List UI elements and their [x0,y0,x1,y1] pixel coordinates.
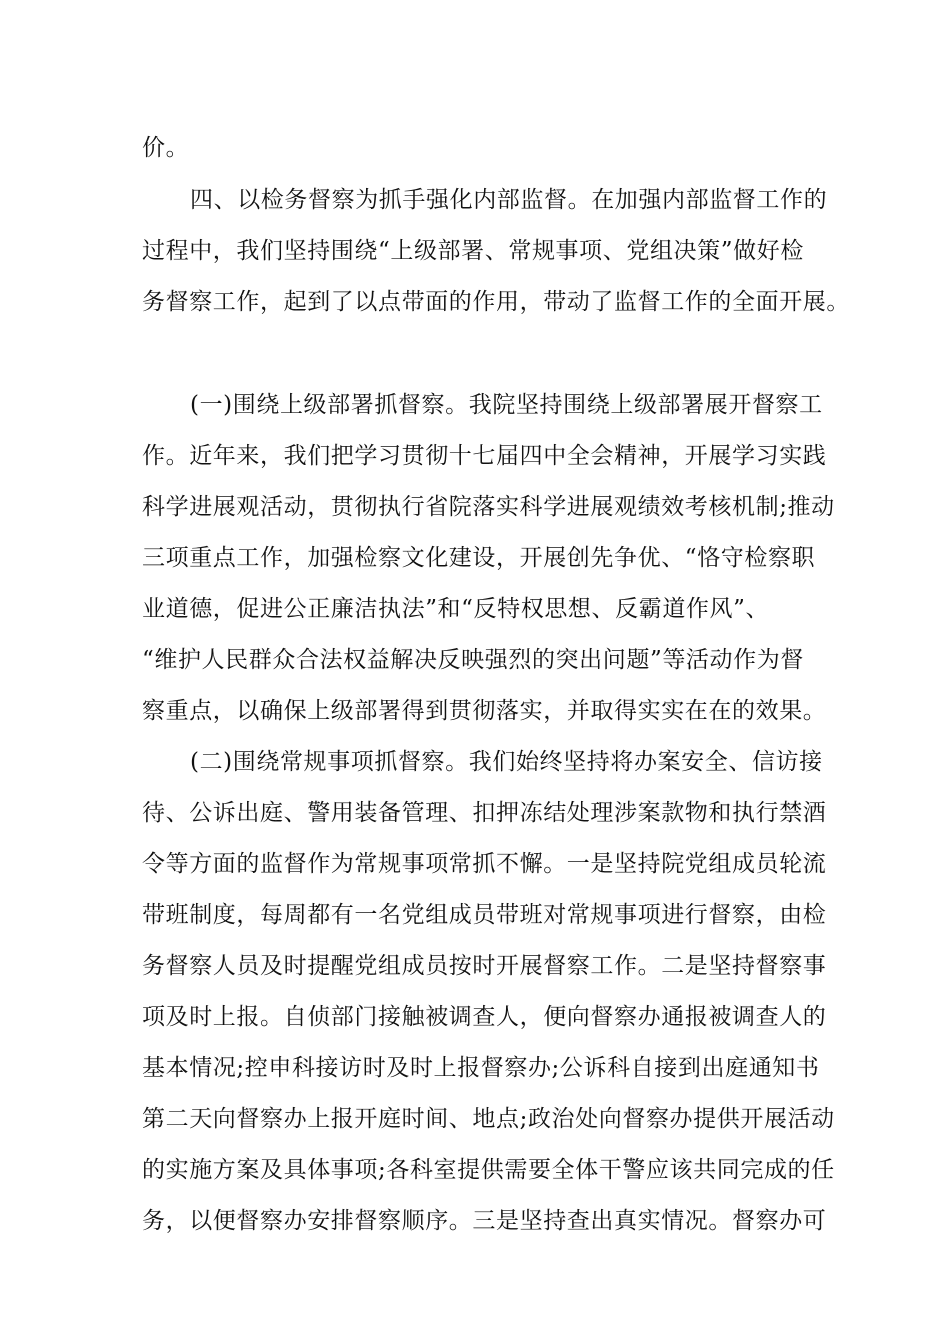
subsection-heading-line: (一)围绕上级部署抓督察。我院坚持围绕上级部署展开督察工 [190,392,823,418]
text-line: 务督察人员及时提醒党组成员按时开展督察工作。二是坚持督察事 [142,953,827,979]
text-line: “维护人民群众合法权益解决反映强烈的突出问题”等活动作为督 [142,647,804,673]
text-line: 过程中，我们坚持围绕“上级部署、常规事项、党组决策”做好检 [142,238,804,264]
text-line: 作。近年来，我们把学习贯彻十七届四中全会精神，开展学习实践 [142,443,827,469]
text-line: 科学进展观活动，贯彻执行省院落实科学进展观绩效考核机制;推动 [142,494,835,520]
text-line: 第二天向督察办上报开庭时间、地点;政治处向督察办提供开展活动 [142,1106,835,1132]
text-line: 三项重点工作，加强检察文化建设，开展创先争优、“恪守检察职 [142,545,816,571]
text-line: 业道德，促进公正廉洁执法”和“反特权思想、反霸道作风”、 [142,596,770,622]
text-line: 基本情况;控申科接访时及时上报督察办;公诉科自接到出庭通知书 [142,1055,820,1081]
text-line: 项及时上报。自侦部门接触被调查人，便向督察办通报被调查人的 [142,1004,827,1030]
text-line: 察重点，以确保上级部署得到贯彻落实，并取得实实在在的效果。 [142,698,827,724]
text-line: 务督察工作，起到了以点带面的作用，带动了监督工作的全面开展。 [142,289,850,315]
text-line: 带班制度，每周都有一名党组成员带班对常规事项进行督察，由检 [142,902,827,928]
text-line: 待、公诉出庭、警用装备管理、扣押冻结处理涉案款物和执行禁酒 [142,800,827,826]
text-line: 务，以便督察办安排督察顺序。三是坚持查出真实情况。督察办可 [142,1208,827,1234]
text-line: 令等方面的监督作为常规事项常抓不懈。一是坚持院党组成员轮流 [142,851,827,877]
subsection-heading-line: (二)围绕常规事项抓督察。我们始终坚持将办案安全、信访接 [190,749,823,775]
section-heading-line: 四、以检务督察为抓手强化内部监督。在加强内部监督工作的 [190,187,828,213]
text-line: 的实施方案及具体事项;各科室提供需要全体干警应该共同完成的任 [142,1157,835,1183]
text-line: 价。 [142,135,190,161]
